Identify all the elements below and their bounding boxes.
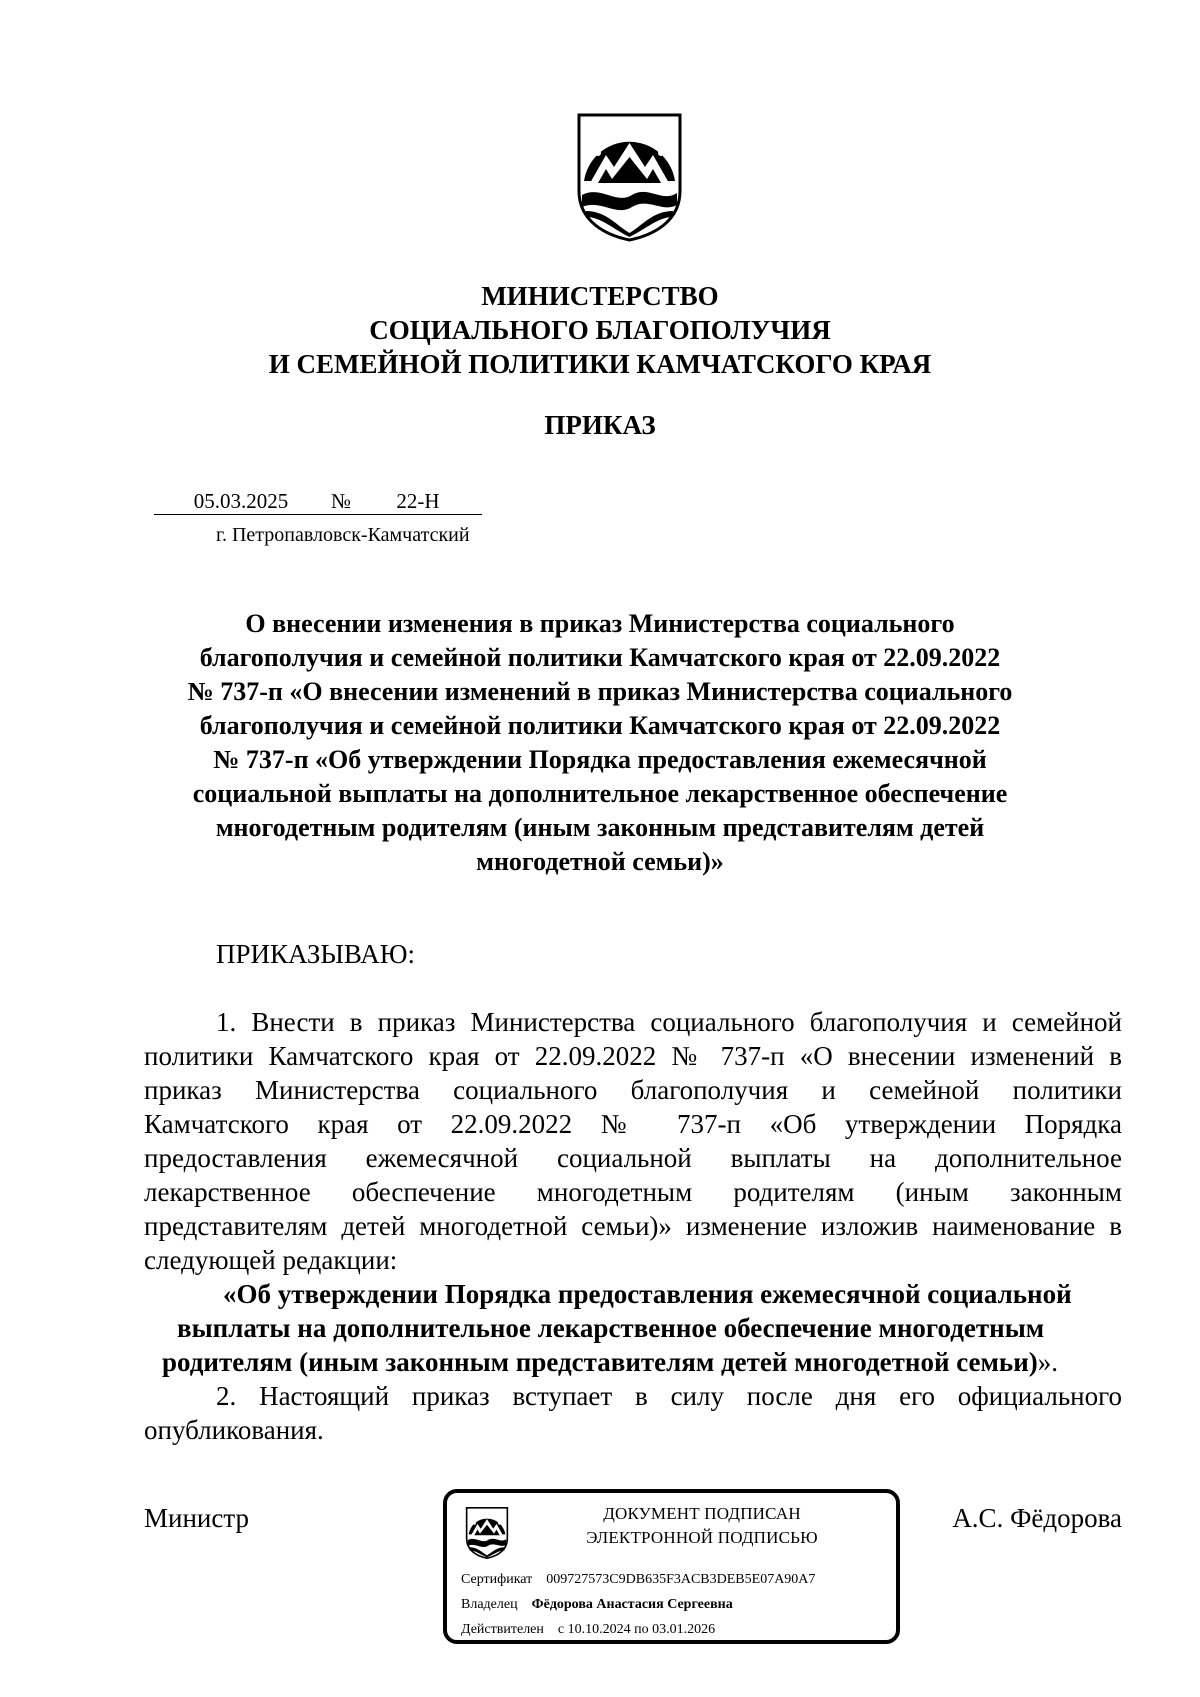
paragraph-2-line: 2. Настоящий приказ вступает в силу после дня его официального <box>216 1381 1122 1411</box>
quote-line: выплаты на дополнительное лекарственное обеспечение многодетным <box>177 1313 1045 1343</box>
quote-line: «Об утверждении Порядка предоставления ежемесячной социальной <box>223 1279 1072 1309</box>
quote-line <box>162 1345 1058 1379</box>
paragraph-2-line: опубликования. <box>144 1415 324 1445</box>
paragraph-1-line: следующей редакции: <box>144 1245 398 1275</box>
order-word: ПРИКАЗЫВАЮ: <box>216 939 415 969</box>
document-date: 05.03.2025 <box>154 488 328 515</box>
title-line: № 737-п «О внесении изменений в приказ Министерства социального <box>187 677 1013 706</box>
number-label: № <box>328 488 354 515</box>
owner-value: Фёдорова Анастасия Сергеевна <box>531 1597 733 1612</box>
stamp-heading-line-2: ЭЛЕКТРОННОЙ ПОДПИСЬЮ <box>586 1528 818 1547</box>
electronic-signature-stamp <box>443 1489 900 1644</box>
org-name-line-3: И СЕМЕЙНОЙ ПОЛИТИКИ КАМЧАТСКОГО КРАЯ <box>268 349 932 379</box>
paragraph-1-line: предоставления ежемесячной социальной выплаты на дополнительное <box>144 1143 1122 1173</box>
stamp-certificate-row <box>461 1571 815 1589</box>
stamp-validity-row <box>461 1621 715 1639</box>
signatory-name: А.С. Фёдорова <box>952 1503 1122 1533</box>
org-name-line-2: СОЦИАЛЬНОГО БЛАГОПОЛУЧИЯ <box>369 315 831 345</box>
coat-of-arms-icon <box>576 113 683 242</box>
document-type: ПРИКАЗ <box>544 410 656 440</box>
paragraph-1-line: 1. Внести в приказ Министерства социального благополучия и семейной <box>216 1007 1122 1037</box>
document-number: 22-Н <box>354 488 482 515</box>
title-line: О внесении изменения в приказ Министерства социального <box>245 609 955 638</box>
validity-value: с 10.10.2024 по 03.01.2026 <box>557 1622 716 1637</box>
stamp-owner-row <box>461 1596 733 1614</box>
paragraph-1-line: политики Камчатского края от 22.09.2022 № 737-п «О внесении изменений в <box>144 1041 1122 1071</box>
city-name: г. Петропавловск-Камчатский <box>216 524 470 546</box>
signatory-position: Министр <box>144 1503 249 1533</box>
title-line: социальной выплаты на дополнительное лекарственное обеспечение <box>192 779 1008 808</box>
paragraph-1-line: лекарственное обеспечение многодетным родителям (иным законным <box>144 1177 1122 1207</box>
validity-label: Действителен <box>461 1622 544 1637</box>
paragraph-1-line: представителям детей многодетной семьи)» изменение изложив наименование в <box>144 1211 1122 1241</box>
paragraph-1-line: приказ Министерства социального благополучия и семейной политики <box>144 1075 1122 1105</box>
stamp-heading-line-1: ДОКУМЕНТ ПОДПИСАН <box>603 1504 801 1523</box>
title-line: благополучия и семейной политики Камчатского края от 22.09.2022 <box>199 711 1001 740</box>
coat-of-arms-icon <box>465 1507 509 1559</box>
title-line: многодетной семьи)» <box>476 847 724 876</box>
certificate-value: 009727573C9DB635F3ACB3DEB5E07A90A7 <box>546 1572 816 1587</box>
org-name-line-1: МИНИСТЕРСТВО <box>481 281 719 311</box>
quote-line-text: родителям (иным законным представителям детей многодетной семьи) <box>162 1347 1038 1377</box>
certificate-label: Сертификат <box>461 1572 533 1587</box>
owner-label: Владелец <box>461 1597 518 1612</box>
title-line: многодетным родителям (иным законным представителям детей <box>215 813 985 842</box>
quote-end: ». <box>1037 1347 1059 1377</box>
title-line: благополучия и семейной политики Камчатского края от 22.09.2022 <box>199 643 1001 672</box>
title-line: № 737-п «Об утверждении Порядка предоставления ежемесячной <box>213 745 987 774</box>
paragraph-1-line: Камчатского края от 22.09.2022 № 737-п «Об утверждении Порядка <box>144 1109 1122 1139</box>
